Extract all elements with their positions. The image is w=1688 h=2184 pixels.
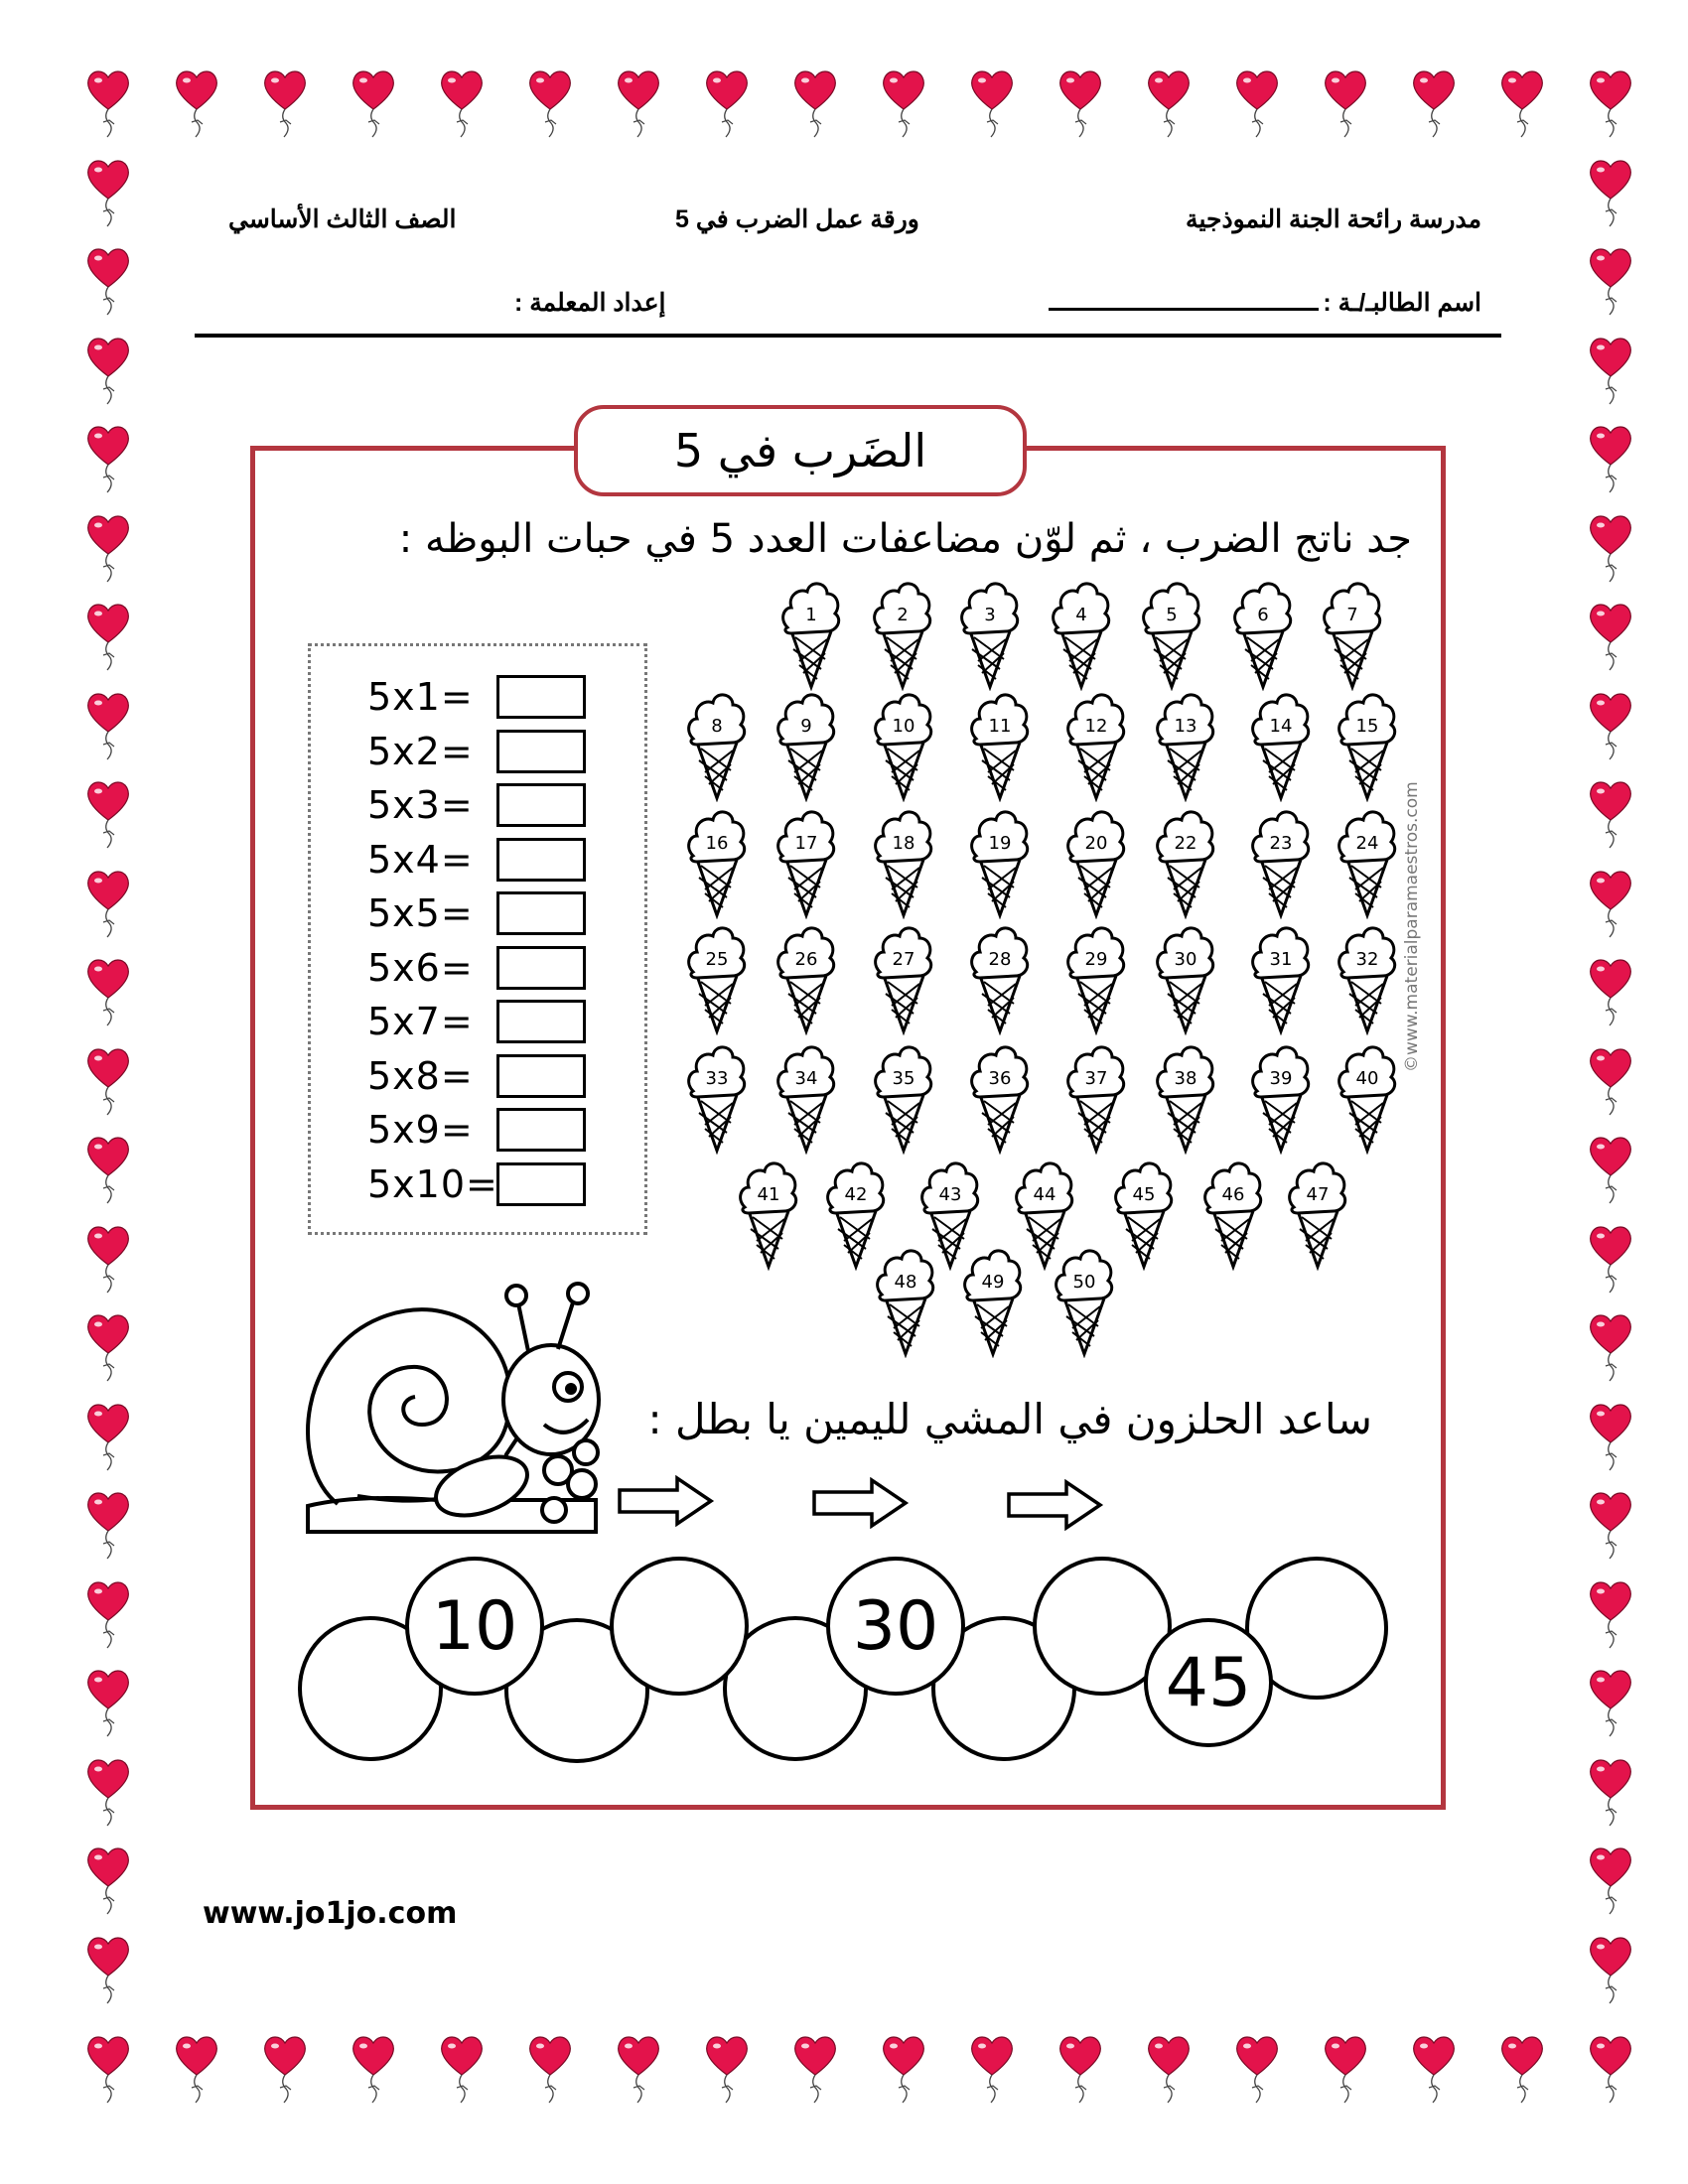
heart-balloon-icon: [83, 868, 133, 939]
equation-text: 5x7=: [367, 1000, 474, 1043]
ice-cream-cone-37[interactable]: [1064, 1037, 1128, 1155]
heart-balloon-icon: [1586, 778, 1635, 850]
answer-box[interactable]: [496, 1000, 586, 1043]
heart-balloon-icon: [702, 68, 752, 139]
heart-balloon-icon: [349, 2033, 398, 2105]
heart-balloon-icon: [1409, 2033, 1459, 2105]
heart-balloon-icon: [1321, 68, 1370, 139]
heart-balloon-icon: [83, 335, 133, 406]
svg-text:38: 38: [1174, 1068, 1197, 1089]
heart-balloon-icon: [1586, 1223, 1635, 1295]
svg-text:28: 28: [988, 949, 1012, 970]
heart-balloon-icon: [1055, 68, 1105, 139]
svg-text:19: 19: [988, 833, 1012, 854]
heart-balloon-icon: [1586, 601, 1635, 672]
equation-text: 5x8=: [367, 1053, 474, 1098]
svg-text:34: 34: [794, 1068, 818, 1089]
right-arrow-icon: [616, 1474, 715, 1528]
svg-text:32: 32: [1355, 949, 1379, 970]
snail-illustration: [298, 1276, 616, 1549]
heart-balloon-icon: [1586, 423, 1635, 494]
ice-cream-cone-24[interactable]: [1336, 802, 1399, 919]
svg-text:20: 20: [1084, 833, 1108, 854]
heart-balloon-icon: [790, 68, 840, 139]
ice-cream-cone-23[interactable]: [1249, 802, 1313, 919]
svg-text:39: 39: [1269, 1068, 1293, 1089]
svg-text:29: 29: [1084, 949, 1108, 970]
answer-box[interactable]: [496, 891, 586, 935]
ice-cream-cone-46[interactable]: [1201, 1154, 1265, 1271]
ice-cream-cone-1[interactable]: [779, 574, 843, 691]
heart-balloon-icon: [83, 245, 133, 317]
ice-cream-cone-7[interactable]: [1321, 574, 1384, 691]
heart-balloon-icon: [1232, 2033, 1282, 2105]
ice-cream-cone-15[interactable]: [1336, 685, 1399, 802]
heart-balloon-icon: [1321, 2033, 1370, 2105]
heart-balloon-icon: [172, 2033, 221, 2105]
svg-text:12: 12: [1084, 716, 1108, 737]
ice-cream-cone-4[interactable]: [1050, 574, 1113, 691]
equation-row: [367, 942, 586, 994]
heart-balloon-icon: [614, 68, 663, 139]
snail-instruction: ساعد الحلزون في المشي لليمين يا بطل :: [647, 1395, 1372, 1443]
svg-text:14: 14: [1269, 716, 1293, 737]
svg-text:24: 24: [1355, 833, 1379, 854]
heart-balloon-icon: [1586, 690, 1635, 761]
svg-text:17: 17: [794, 833, 818, 854]
svg-text:8: 8: [711, 716, 723, 737]
heart-balloon-icon: [967, 2033, 1017, 2105]
svg-text:9: 9: [800, 716, 812, 737]
svg-text:41: 41: [757, 1184, 780, 1205]
heart-balloon-icon: [1586, 868, 1635, 939]
svg-text:15: 15: [1355, 716, 1379, 737]
ice-cream-cone-26[interactable]: [774, 918, 838, 1035]
answer-box[interactable]: [496, 783, 586, 827]
ice-cream-cone-28[interactable]: [968, 918, 1032, 1035]
ice-cream-cone-17[interactable]: [774, 802, 838, 919]
svg-text:7: 7: [1346, 605, 1358, 625]
heart-balloon-icon: [1586, 1134, 1635, 1205]
equation-text: 5x9=: [367, 1108, 474, 1152]
watermark: ©www.materialparamaestros.com: [1402, 781, 1422, 1072]
answer-box[interactable]: [496, 1054, 586, 1098]
heart-balloon-icon: [1586, 335, 1635, 406]
heart-balloon-icon: [1586, 1489, 1635, 1561]
teacher-label: إعداد المعلمة :: [514, 289, 666, 317]
svg-text:27: 27: [892, 949, 915, 970]
heart-balloon-icon: [1144, 68, 1194, 139]
ice-cream-cone-49[interactable]: [961, 1241, 1025, 1358]
svg-text:2: 2: [897, 605, 909, 625]
heart-balloon-icon: [83, 423, 133, 494]
instruction-text: جد ناتج الضرب ، ثم لوّن مضاعفات العدد 5 في حبات البوظه :: [398, 516, 1412, 562]
svg-text:35: 35: [892, 1068, 915, 1089]
svg-text:23: 23: [1269, 833, 1293, 854]
worksheet-title: الضَرب في 5: [574, 405, 1027, 496]
answer-box[interactable]: [496, 946, 586, 990]
svg-text:3: 3: [984, 605, 996, 625]
heart-balloon-icon: [1409, 68, 1459, 139]
heart-balloon-icon: [1586, 1756, 1635, 1828]
chain-circle-45[interactable]: 45: [1144, 1618, 1273, 1747]
ice-cream-cone-19[interactable]: [968, 802, 1032, 919]
heart-balloon-icon: [1586, 245, 1635, 317]
ice-cream-cone-29[interactable]: [1064, 918, 1128, 1035]
ice-cream-cone-35[interactable]: [872, 1037, 935, 1155]
ice-cream-cone-11[interactable]: [968, 685, 1032, 802]
answer-box[interactable]: [496, 730, 586, 773]
equation-row: [367, 671, 586, 723]
heart-balloon-icon: [83, 778, 133, 850]
svg-text:26: 26: [794, 949, 818, 970]
heart-balloon-icon: [1586, 1045, 1635, 1117]
equation-text: 5x6=: [367, 945, 474, 990]
svg-text:16: 16: [705, 833, 729, 854]
footer-url: www.jo1jo.com: [203, 1896, 458, 1931]
ice-cream-cone-39[interactable]: [1249, 1037, 1313, 1155]
answer-box[interactable]: [496, 838, 586, 882]
ice-cream-cone-31[interactable]: [1249, 918, 1313, 1035]
ice-cream-cone-34[interactable]: [774, 1037, 838, 1155]
student-name-line[interactable]: [1049, 308, 1319, 311]
heart-balloon-icon: [1586, 157, 1635, 228]
svg-text:42: 42: [844, 1184, 868, 1205]
equation-text: 5x2=: [367, 729, 474, 773]
heart-balloon-icon: [83, 1223, 133, 1295]
svg-text:37: 37: [1084, 1068, 1108, 1089]
svg-text:49: 49: [981, 1272, 1005, 1293]
ice-cream-cone-48[interactable]: [874, 1241, 937, 1358]
ice-cream-cone-14[interactable]: [1249, 685, 1313, 802]
equation-row: [367, 1159, 586, 1210]
heart-balloon-icon: [879, 2033, 928, 2105]
heart-balloon-icon: [83, 690, 133, 761]
svg-text:18: 18: [892, 833, 915, 854]
svg-text:47: 47: [1306, 1184, 1330, 1205]
ice-cream-cone-32[interactable]: [1336, 918, 1399, 1035]
svg-text:33: 33: [705, 1068, 729, 1089]
heart-balloon-icon: [525, 68, 575, 139]
heart-balloon-icon: [83, 68, 133, 139]
equation-row: [367, 996, 586, 1047]
equation-row: [367, 779, 586, 831]
heart-balloon-icon: [702, 2033, 752, 2105]
equation-row: [367, 834, 586, 886]
heart-balloon-icon: [172, 68, 221, 139]
grade-label: الصف الثالث الأساسي: [228, 205, 457, 233]
svg-text:40: 40: [1355, 1068, 1379, 1089]
svg-text:31: 31: [1269, 949, 1293, 970]
ice-cream-cone-36[interactable]: [968, 1037, 1032, 1155]
heart-balloon-icon: [1055, 2033, 1105, 2105]
worksheet-name: ورقة عمل الضرب في 5: [675, 205, 919, 233]
student-name-label: اسم الطالبـ/ـة :: [1049, 288, 1481, 318]
heart-balloon-icon: [437, 68, 487, 139]
answer-box[interactable]: [496, 675, 586, 719]
heart-balloon-icon: [83, 956, 133, 1027]
ice-cream-cone-2[interactable]: [871, 574, 934, 691]
heart-balloon-icon: [790, 2033, 840, 2105]
right-arrow-icon: [810, 1476, 910, 1530]
header-divider: [195, 334, 1501, 338]
heart-balloon-icon: [1586, 1934, 1635, 2005]
equation-text: 5x10=: [367, 1161, 498, 1206]
svg-text:10: 10: [892, 716, 915, 737]
ice-cream-cone-16[interactable]: [685, 802, 749, 919]
ice-cream-cone-18[interactable]: [872, 802, 935, 919]
answer-box[interactable]: [496, 1108, 586, 1152]
answer-box[interactable]: [496, 1162, 586, 1206]
heart-balloon-icon: [1586, 1578, 1635, 1650]
heart-balloon-icon: [1586, 1401, 1635, 1472]
ice-cream-cone-9[interactable]: [774, 685, 838, 802]
svg-text:6: 6: [1257, 605, 1269, 625]
chain-circle-10[interactable]: 10: [405, 1557, 544, 1696]
equation-text: 5x4=: [367, 837, 474, 882]
ice-cream-cone-8[interactable]: [685, 685, 749, 802]
heart-balloon-icon: [83, 1489, 133, 1561]
ice-cream-cone-20[interactable]: [1064, 802, 1128, 919]
svg-text:48: 48: [894, 1272, 917, 1293]
heart-balloon-icon: [967, 68, 1017, 139]
svg-text:4: 4: [1075, 605, 1087, 625]
heart-balloon-icon: [525, 2033, 575, 2105]
equation-row: [367, 1104, 586, 1156]
ice-cream-cone-25[interactable]: [685, 918, 749, 1035]
heart-balloon-icon: [1586, 2033, 1635, 2105]
heart-balloon-icon: [1497, 68, 1547, 139]
school-name: مدرسة رائحة الجنة النموذجية: [1186, 205, 1481, 233]
heart-balloon-icon: [349, 68, 398, 139]
heart-balloon-icon: [83, 1667, 133, 1738]
heart-balloon-icon: [1232, 68, 1282, 139]
ice-cream-cone-10[interactable]: [872, 685, 935, 802]
heart-balloon-icon: [83, 2033, 133, 2105]
equation-row: [367, 887, 586, 939]
heart-balloon-icon: [1586, 1667, 1635, 1738]
heart-balloon-icon: [1586, 1844, 1635, 1916]
heart-balloon-icon: [260, 68, 310, 139]
heart-balloon-icon: [1586, 1311, 1635, 1383]
heart-balloon-icon: [614, 2033, 663, 2105]
ice-cream-cone-22[interactable]: [1154, 802, 1217, 919]
chain-circle[interactable]: [610, 1557, 749, 1696]
heart-balloon-icon: [83, 1756, 133, 1828]
svg-text:50: 50: [1072, 1272, 1096, 1293]
svg-text:25: 25: [705, 949, 729, 970]
svg-text:46: 46: [1221, 1184, 1245, 1205]
svg-text:43: 43: [938, 1184, 962, 1205]
chain-circle-30[interactable]: 30: [826, 1557, 965, 1696]
right-arrow-icon: [1005, 1478, 1104, 1532]
ice-cream-cone-40[interactable]: [1336, 1037, 1399, 1155]
ice-cream-cone-13[interactable]: [1154, 685, 1217, 802]
heart-balloon-icon: [83, 1045, 133, 1117]
equation-row: [367, 726, 586, 777]
equation-text: 5x3=: [367, 783, 474, 827]
heart-balloon-icon: [83, 157, 133, 228]
svg-text:44: 44: [1033, 1184, 1056, 1205]
ice-cream-cone-5[interactable]: [1140, 574, 1203, 691]
heart-balloon-icon: [83, 1844, 133, 1916]
heart-balloon-icon: [83, 1578, 133, 1650]
ice-cream-cone-50[interactable]: [1053, 1241, 1116, 1358]
svg-text:30: 30: [1174, 949, 1197, 970]
heart-balloon-icon: [83, 1401, 133, 1472]
heart-balloon-icon: [1586, 956, 1635, 1027]
heart-balloon-icon: [83, 1311, 133, 1383]
ice-cream-cone-47[interactable]: [1286, 1154, 1349, 1271]
ice-cream-cone-3[interactable]: [958, 574, 1022, 691]
svg-text:45: 45: [1132, 1184, 1156, 1205]
heart-balloon-icon: [1144, 2033, 1194, 2105]
ice-cream-cone-27[interactable]: [872, 918, 935, 1035]
ice-cream-cone-30[interactable]: [1154, 918, 1217, 1035]
heart-balloon-icon: [1586, 512, 1635, 584]
heart-balloon-icon: [437, 2033, 487, 2105]
heart-balloon-icon: [1497, 2033, 1547, 2105]
ice-cream-cone-41[interactable]: [737, 1154, 800, 1271]
svg-text:11: 11: [988, 716, 1012, 737]
svg-text:5: 5: [1166, 605, 1178, 625]
heart-balloon-icon: [83, 1934, 133, 2005]
ice-cream-cone-33[interactable]: [685, 1037, 749, 1155]
heart-balloon-icon: [260, 2033, 310, 2105]
svg-text:13: 13: [1174, 716, 1197, 737]
ice-cream-cone-45[interactable]: [1112, 1154, 1176, 1271]
heart-balloon-icon: [879, 68, 928, 139]
equation-row: [367, 1050, 586, 1102]
equation-text: 5x1=: [367, 675, 474, 719]
heart-balloon-icon: [1586, 68, 1635, 139]
svg-text:36: 36: [988, 1068, 1012, 1089]
heart-balloon-icon: [83, 601, 133, 672]
heart-balloon-icon: [83, 512, 133, 584]
ice-cream-cone-38[interactable]: [1154, 1037, 1217, 1155]
equation-text: 5x5=: [367, 891, 474, 935]
ice-cream-cone-6[interactable]: [1231, 574, 1295, 691]
svg-text:1: 1: [805, 605, 817, 625]
heart-balloon-icon: [83, 1134, 133, 1205]
ice-cream-cone-12[interactable]: [1064, 685, 1128, 802]
svg-text:22: 22: [1174, 833, 1197, 854]
